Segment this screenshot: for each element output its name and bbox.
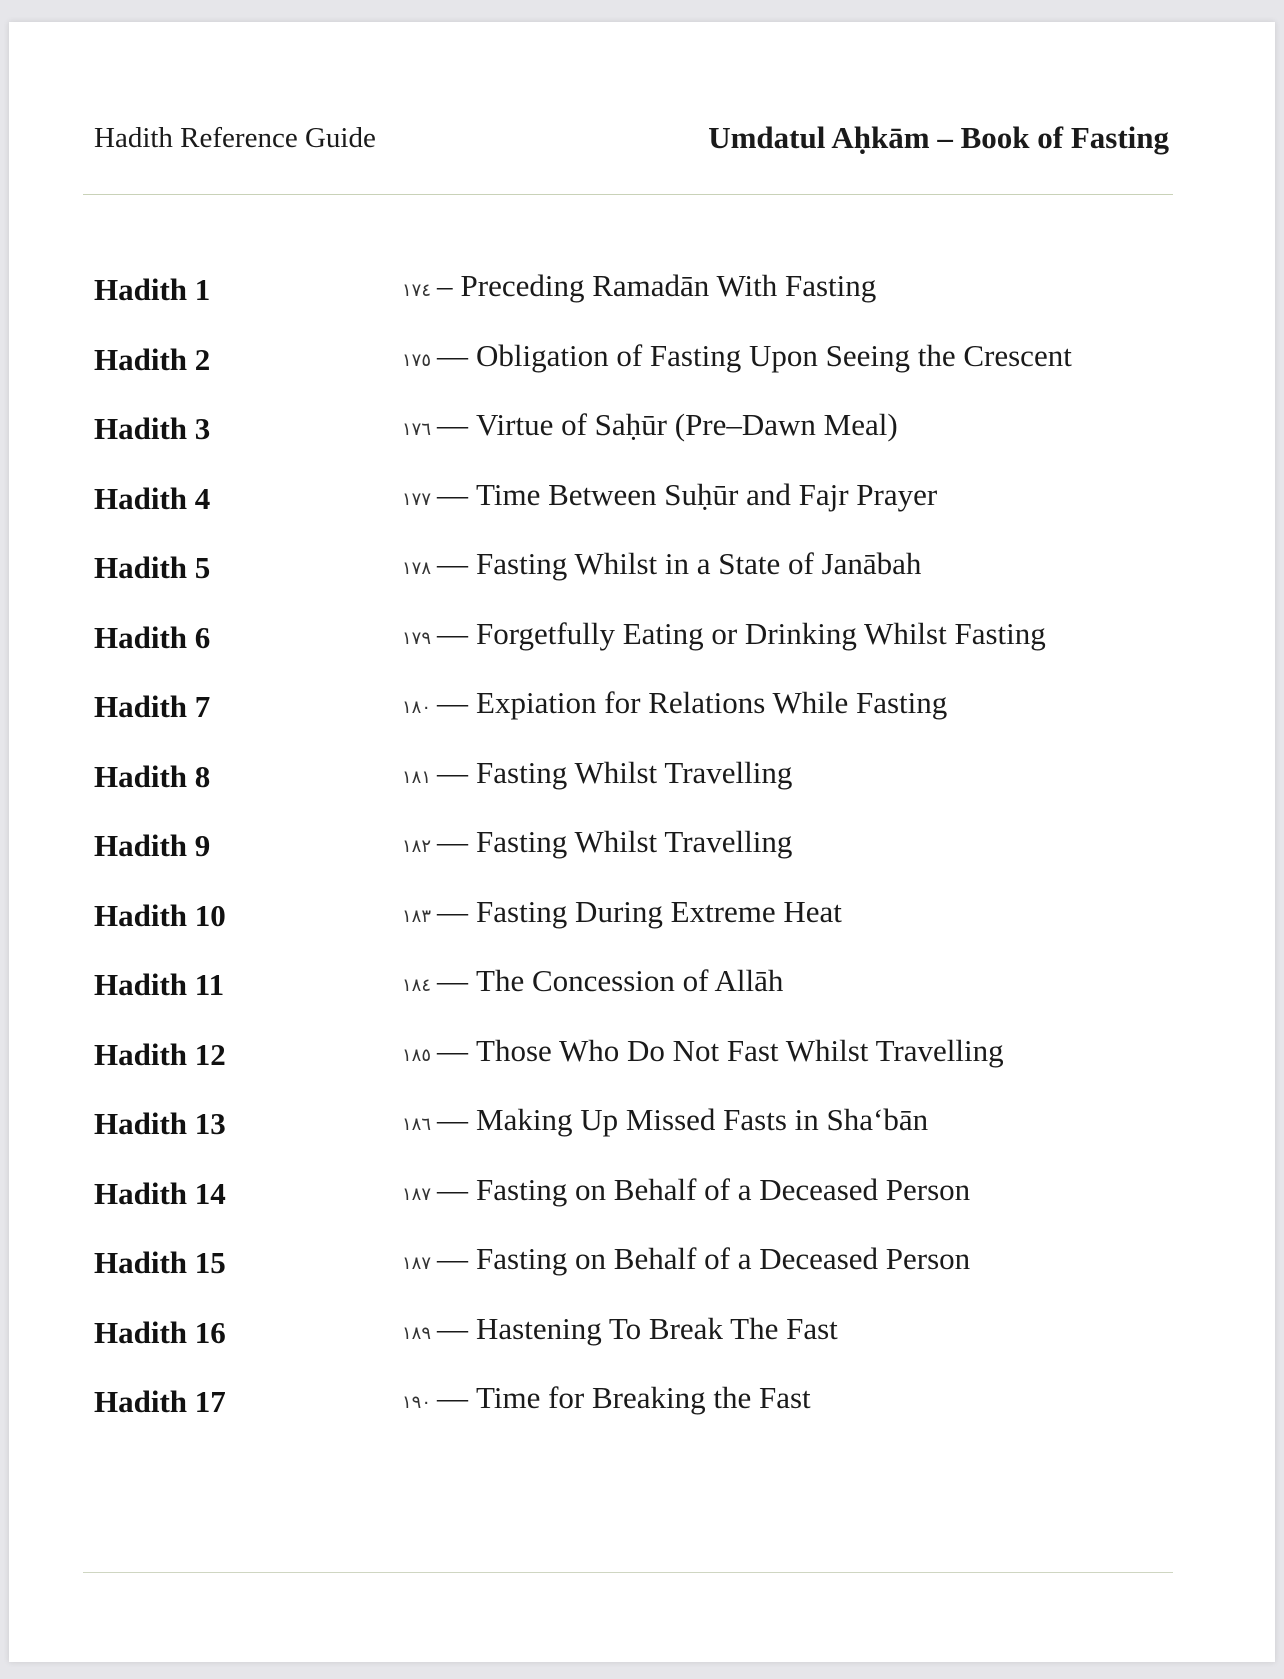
hadith-title: Fasting Whilst in a State of Janābah — [476, 546, 922, 581]
hadith-number: ١٩٠ — [402, 1392, 432, 1413]
hadith-number: ١٨٦ — [402, 1114, 432, 1135]
hadith-entry — [402, 755, 792, 791]
hadith-label: Hadith 12 — [94, 1036, 226, 1072]
hadith-title: Time for Breaking the Fast — [476, 1380, 811, 1415]
hadith-label: Hadith 9 — [94, 828, 211, 863]
hadith-title: Fasting Whilst Travelling — [476, 754, 793, 790]
document-page — [9, 22, 1275, 1662]
hadith-title: Preceding Ramadān With Fasting — [460, 268, 877, 303]
hadith-title: Fasting on Behalf of a Deceased Person — [476, 1171, 971, 1207]
hadith-separator: — — [437, 1102, 469, 1137]
hadith-title: Fasting During Extreme Heat — [476, 893, 842, 929]
hadith-title: Fasting Whilst Travelling — [476, 824, 793, 859]
hadith-entry — [402, 407, 898, 443]
list-item — [9, 957, 1275, 1027]
hadith-number: ١٨٣ — [402, 905, 432, 927]
list-item — [9, 401, 1275, 471]
list-item — [9, 1166, 1275, 1236]
hadith-entry — [402, 1033, 1004, 1069]
hadith-separator: — — [437, 546, 469, 581]
footer-divider — [83, 1572, 1173, 1573]
hadith-separator: — — [437, 1241, 469, 1276]
hadith-title: The Concession of Allāh — [476, 963, 784, 998]
header-left-title: Hadith Reference Guide — [94, 122, 376, 154]
hadith-entry — [402, 616, 1046, 652]
hadith-label: Hadith 3 — [94, 411, 211, 446]
hadith-label: Hadith 11 — [94, 967, 225, 1002]
hadith-separator: – — [437, 268, 453, 303]
hadith-separator: — — [437, 893, 469, 929]
hadith-label: Hadith 1 — [94, 272, 211, 307]
hadith-entry — [402, 477, 937, 513]
hadith-title: Obligation of Fasting Upon Seeing the Crescent — [476, 337, 1072, 373]
hadith-label: Hadith 2 — [94, 341, 211, 377]
hadith-entry — [402, 824, 792, 860]
hadith-separator: — — [437, 824, 469, 859]
hadith-number: ١٨٩ — [402, 1322, 432, 1344]
hadith-title: Virtue of Saḥūr (Pre–Dawn Meal) — [476, 407, 898, 442]
hadith-label: Hadith 4 — [94, 480, 211, 516]
hadith-entry — [402, 963, 783, 999]
hadith-title: Time Between Suḥūr and Fajr Prayer — [476, 476, 938, 512]
hadith-number: ١٧٥ — [402, 349, 432, 371]
list-item — [9, 610, 1275, 680]
hadith-entry — [402, 268, 876, 304]
hadith-number: ١٧٨ — [402, 558, 432, 579]
hadith-label: Hadith 5 — [94, 550, 211, 585]
hadith-entry — [402, 1102, 928, 1138]
hadith-number: ١٨٧ — [402, 1183, 432, 1205]
hadith-separator: — — [437, 963, 469, 998]
list-item — [9, 471, 1275, 541]
list-item — [9, 262, 1275, 332]
hadith-title: Making Up Missed Fasts in Sha‘bān — [476, 1102, 929, 1137]
hadith-number: ١٨٢ — [402, 836, 432, 857]
hadith-title: Those Who Do Not Fast Whilst Travelling — [476, 1032, 1004, 1068]
header-divider — [83, 194, 1173, 195]
hadith-title: Forgetfully Eating or Drinking Whilst Fasting — [476, 615, 1046, 651]
hadith-number: ١٧٩ — [402, 627, 432, 649]
hadith-separator: — — [437, 1032, 469, 1068]
list-item — [9, 332, 1275, 402]
hadith-separator: — — [437, 476, 469, 512]
hadith-number: ١٨٤ — [402, 975, 432, 996]
list-item — [9, 1096, 1275, 1166]
hadith-label: Hadith 10 — [94, 897, 226, 933]
hadith-label: Hadith 14 — [94, 1175, 226, 1211]
hadith-separator: — — [437, 407, 469, 442]
hadith-label: Hadith 17 — [94, 1384, 226, 1419]
hadith-separator: — — [437, 1380, 469, 1415]
hadith-label: Hadith 15 — [94, 1245, 226, 1280]
hadith-label: Hadith 7 — [94, 689, 211, 724]
hadith-number: ١٧٧ — [402, 488, 432, 510]
hadith-entry — [402, 685, 947, 721]
hadith-separator: — — [437, 1310, 469, 1346]
list-item — [9, 679, 1275, 749]
list-item — [9, 1027, 1275, 1097]
list-item — [9, 888, 1275, 958]
hadith-entry — [402, 894, 842, 930]
hadith-entry — [402, 338, 1072, 374]
hadith-title: Fasting on Behalf of a Deceased Person — [476, 1241, 971, 1276]
hadith-number: ١٨٠ — [402, 697, 432, 718]
hadith-number: ١٨٥ — [402, 1044, 432, 1066]
hadith-number: ١٨١ — [402, 766, 432, 788]
hadith-separator: — — [437, 615, 469, 651]
list-item — [9, 1374, 1275, 1444]
list-item — [9, 540, 1275, 610]
hadith-entry — [402, 1172, 970, 1208]
list-item — [9, 749, 1275, 819]
hadith-separator: — — [437, 337, 469, 373]
hadith-list — [9, 262, 1275, 1444]
list-item — [9, 818, 1275, 888]
hadith-entry — [402, 1241, 970, 1277]
list-item — [9, 1305, 1275, 1375]
hadith-label: Hadith 8 — [94, 758, 211, 794]
list-item — [9, 1235, 1275, 1305]
hadith-entry — [402, 1311, 838, 1347]
hadith-separator: — — [437, 1171, 469, 1207]
hadith-number: ١٨٧ — [402, 1253, 432, 1274]
hadith-label: Hadith 16 — [94, 1314, 226, 1350]
hadith-number: ١٧٤ — [402, 280, 432, 301]
hadith-separator: — — [437, 754, 469, 790]
hadith-separator: — — [437, 685, 469, 720]
header-right-title: Umdatul Aḥkām – Book of Fasting — [708, 120, 1169, 155]
hadith-entry — [402, 546, 921, 582]
hadith-title: Hastening To Break The Fast — [476, 1310, 838, 1346]
hadith-title: Expiation for Relations While Fasting — [476, 685, 948, 720]
hadith-entry — [402, 1380, 811, 1416]
hadith-label: Hadith 6 — [94, 619, 211, 655]
hadith-number: ١٧٦ — [402, 419, 432, 440]
hadith-label: Hadith 13 — [94, 1106, 226, 1141]
